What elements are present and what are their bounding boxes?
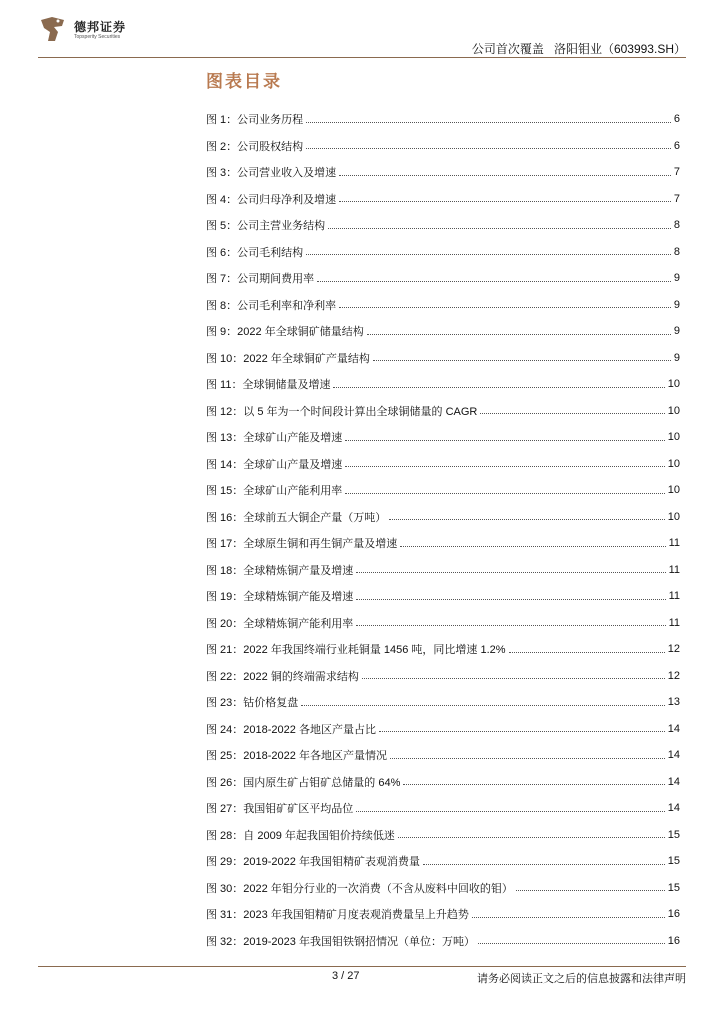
toc-entry-label: 图 1：公司业务历程	[206, 114, 304, 127]
dot-leader	[367, 334, 671, 335]
toc-entry-page: 9	[673, 325, 680, 338]
toc-entry-label: 图 2：公司股权结构	[206, 140, 304, 153]
toc-entry-label: 图 29：2019-2022 年我国钼精矿表观消费量	[206, 856, 420, 869]
dot-leader	[356, 811, 664, 812]
toc-title: 图表目录	[206, 72, 282, 91]
toc-entry[interactable]	[206, 133, 680, 160]
dot-leader	[379, 731, 665, 732]
toc-entry-label: 图 22：2022 铜的终端需求结构	[206, 670, 359, 683]
page-number: 3 / 27	[332, 970, 360, 982]
toc-entry-label: 图 15：全球矿山产能利用率	[206, 485, 343, 498]
dot-leader	[345, 466, 664, 467]
disclaimer-note: 请务必阅读正文之后的信息披露和法律声明	[477, 973, 686, 985]
logo	[38, 14, 178, 48]
toc-entry[interactable]	[206, 530, 680, 557]
toc-entry-label: 图 12：以 5 年为一个时间段计算出全球铜储量的 CAGR	[206, 405, 478, 418]
toc-entry-page: 11	[668, 590, 680, 603]
toc-entry[interactable]	[206, 371, 680, 398]
dot-leader	[400, 546, 665, 547]
toc-entry-label: 图 26：国内原生矿占钼矿总储量的 64%	[206, 776, 401, 789]
toc-entry-label: 图 11：全球铜储量及增速	[206, 379, 331, 392]
toc-entry[interactable]	[206, 424, 680, 451]
toc-entry-label: 图 18：全球精炼铜产量及增速	[206, 564, 354, 577]
toc-entry-label: 图 13：全球矿山产能及增速	[206, 432, 343, 445]
footer-rule	[38, 966, 686, 967]
toc-entry-label: 图 21：2022 年我国终端行业耗铜量 1456 吨，同比增速 1.2%	[206, 644, 506, 657]
toc-entry[interactable]	[206, 610, 680, 637]
toc-entry-label: 图 24：2018-2022 各地区产量占比	[206, 723, 376, 736]
toc-entry-label: 图 28：自 2009 年起我国钼价持续低迷	[206, 829, 395, 842]
toc-list	[206, 106, 680, 954]
toc-entry-label: 图 32：2019-2023 年我国钼铁钢招情况（单位：万吨）	[206, 935, 475, 948]
dot-leader	[403, 784, 664, 785]
toc-entry[interactable]	[206, 742, 680, 769]
toc-entry[interactable]	[206, 583, 680, 610]
toc-entry[interactable]	[206, 795, 680, 822]
toc-entry-page: 14	[667, 802, 680, 815]
toc-entry-label: 图 16：全球前五大铜企产量（万吨）	[206, 511, 387, 524]
toc-entry[interactable]	[206, 186, 680, 213]
toc-entry-page: 11	[668, 563, 680, 576]
toc-entry-page: 8	[673, 245, 680, 258]
toc-entry-label: 图 9：2022 年全球铜矿储量结构	[206, 326, 364, 339]
toc-entry-page: 8	[673, 219, 680, 232]
toc-entry-page: 7	[673, 166, 680, 179]
toc-entry[interactable]	[206, 451, 680, 478]
toc-entry-label: 图 3：公司营业收入及增速	[206, 167, 337, 180]
toc-entry-page: 9	[673, 351, 680, 364]
toc-entry[interactable]	[206, 477, 680, 504]
toc-entry-page: 15	[667, 881, 680, 894]
dot-leader	[317, 281, 671, 282]
toc-entry[interactable]	[206, 159, 680, 186]
dot-leader	[389, 519, 664, 520]
dot-leader	[301, 705, 664, 706]
toc-entry-page: 10	[667, 378, 680, 391]
toc-entry[interactable]	[206, 265, 680, 292]
toc-entry-label: 图 6：公司毛利结构	[206, 246, 304, 259]
toc-entry[interactable]	[206, 848, 680, 875]
toc-entry[interactable]	[206, 928, 680, 955]
toc-entry-label: 图 4：公司归母净利及增速	[206, 193, 337, 206]
dot-leader	[398, 837, 665, 838]
toc-entry-page: 14	[667, 722, 680, 735]
toc-entry-page: 11	[668, 616, 680, 629]
toc-entry-label: 图 5：公司主营业务结构	[206, 220, 326, 233]
toc-entry[interactable]	[206, 292, 680, 319]
toc-entry-page: 6	[673, 113, 680, 126]
toc-entry-page: 15	[667, 828, 680, 841]
toc-entry[interactable]	[206, 822, 680, 849]
toc-entry[interactable]	[206, 769, 680, 796]
dot-leader	[345, 440, 664, 441]
toc-entry-label: 图 10：2022 年全球铜矿产量结构	[206, 352, 370, 365]
toc-entry-label: 图 8：公司毛利率和净利率	[206, 299, 337, 312]
dragon-logo-icon	[38, 14, 68, 44]
dot-leader	[478, 943, 665, 944]
toc-entry[interactable]	[206, 636, 680, 663]
dot-leader	[356, 625, 665, 626]
toc-entry[interactable]	[206, 663, 680, 690]
toc-entry-page: 9	[673, 298, 680, 311]
dot-leader	[509, 652, 665, 653]
toc-entry-label: 图 27：我国钼矿矿区平均品位	[206, 803, 354, 816]
dot-leader	[472, 917, 665, 918]
brand-name-en: Topsperity Securities	[74, 34, 121, 40]
toc-entry-label: 图 23：钴价格复盘	[206, 697, 299, 710]
dot-leader	[333, 387, 664, 388]
toc-entry-label: 图 14：全球矿山产量及增速	[206, 458, 343, 471]
dot-leader	[480, 413, 664, 414]
dot-leader	[390, 758, 665, 759]
toc-entry-page: 13	[667, 696, 680, 709]
brand-name: 德邦证券	[74, 20, 127, 34]
toc-entry[interactable]	[206, 318, 680, 345]
toc-entry[interactable]	[206, 345, 680, 372]
toc-entry[interactable]	[206, 504, 680, 531]
company-name: 洛阳钼业（603993.SH）	[553, 42, 686, 56]
dot-leader	[423, 864, 665, 865]
toc-entry-page: 12	[667, 669, 680, 682]
toc-entry-page: 10	[667, 431, 680, 444]
dot-leader	[362, 678, 665, 679]
dot-leader	[306, 148, 671, 149]
toc-entry-page: 16	[667, 908, 680, 921]
toc-entry-label: 图 7：公司期间费用率	[206, 273, 315, 286]
toc-entry-page: 15	[667, 855, 680, 868]
toc-entry-label: 图 20：全球精炼铜产能利用率	[206, 617, 354, 630]
dot-leader	[339, 201, 671, 202]
toc-entry-page: 10	[667, 484, 680, 497]
toc-entry-page: 12	[667, 643, 680, 656]
toc-entry-page: 11	[668, 537, 680, 550]
toc-entry[interactable]	[206, 557, 680, 584]
toc-entry-page: 9	[673, 272, 680, 285]
dot-leader	[306, 122, 671, 123]
dot-leader	[339, 307, 671, 308]
toc-entry-label: 图 31：2023 年我国钼精矿月度表观消费量呈上升趋势	[206, 909, 469, 922]
dot-leader	[356, 599, 665, 600]
header-rule	[38, 57, 686, 58]
dot-leader	[345, 493, 664, 494]
toc-entry-page: 14	[667, 775, 680, 788]
toc-entry-label: 图 17：全球原生铜和再生铜产量及增速	[206, 538, 398, 551]
toc-entry[interactable]	[206, 106, 680, 133]
toc-entry[interactable]	[206, 239, 680, 266]
toc-entry[interactable]	[206, 398, 680, 425]
toc-entry-page: 14	[667, 749, 680, 762]
dot-leader	[356, 572, 665, 573]
dot-leader	[306, 254, 671, 255]
toc-entry-label: 图 30：2022 年钼分行业的一次消费（不含从废料中回收的钼）	[206, 882, 513, 895]
toc-entry[interactable]	[206, 875, 680, 902]
toc-entry[interactable]	[206, 689, 680, 716]
toc-entry-page: 10	[667, 510, 680, 523]
toc-entry[interactable]	[206, 901, 680, 928]
toc-entry-page: 16	[667, 934, 680, 947]
toc-entry[interactable]	[206, 212, 680, 239]
toc-entry-page: 10	[667, 404, 680, 417]
toc-entry-label: 图 25：2018-2022 年各地区产量情况	[206, 750, 387, 763]
dot-leader	[339, 175, 671, 176]
toc-entry-page: 7	[673, 192, 680, 205]
toc-entry[interactable]	[206, 716, 680, 743]
toc-entry-page: 10	[667, 457, 680, 470]
dot-leader	[373, 360, 671, 361]
doc-type: 公司首次覆盖	[471, 42, 544, 56]
toc-entry-page: 6	[673, 139, 680, 152]
dot-leader	[516, 890, 665, 891]
toc-entry-label: 图 19：全球精炼铜产能及增速	[206, 591, 354, 604]
header-right	[472, 40, 686, 57]
dot-leader	[328, 228, 671, 229]
